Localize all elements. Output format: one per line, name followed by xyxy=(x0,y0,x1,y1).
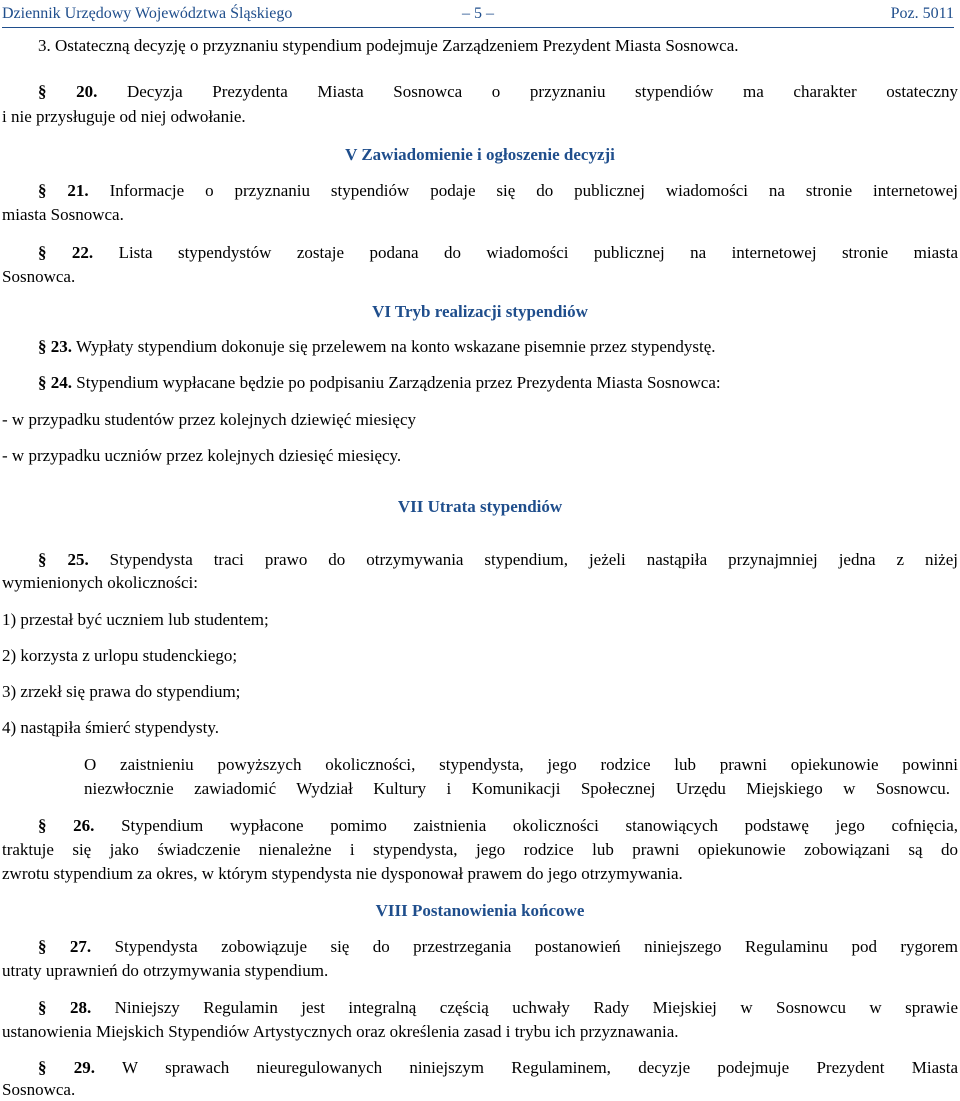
section-number: § 23. xyxy=(38,337,72,356)
paragraph-3: 3. Ostateczną decyzję o przyznaniu stypendium podejmuje Zarządzeniem Prezydent Miasta Sosnowca. xyxy=(38,36,739,55)
paragraph-22-line2: Sosnowca. xyxy=(2,267,76,286)
paragraph-26-line3: zwrotu stypendium za okres, w którym stypendysta nie dysponował prawem do jego otrzymywania. xyxy=(2,864,683,883)
paragraph-text: Lista stypendystów zostaje podana do wiadomości publicznej na internetowej stronie miasta xyxy=(118,243,958,262)
paragraph-21-line2: miasta Sosnowca. xyxy=(2,205,124,224)
section-heading-viii: VIII Postanowienia końcowe xyxy=(375,901,585,920)
list-item-2: 2) korzysta z urlopu studenckiego; xyxy=(2,646,238,665)
paragraph-21-line1 xyxy=(2,181,958,201)
obligation-line1: O zaistnieniu powyższych okoliczności, stypendysta, jego rodzice lub prawni opiekunowie powinni xyxy=(84,755,958,774)
dash-item-pupils: - w przypadku uczniów przez kolejnych dziesięć miesięcy. xyxy=(2,446,402,465)
list-item-4: 4) nastąpiła śmierć stypendysty. xyxy=(2,718,220,737)
paragraph-23 xyxy=(2,337,958,357)
position-number: Poz. 5011 xyxy=(890,4,954,22)
section-number: § 25. xyxy=(38,550,89,569)
paragraph-text: Wypłaty stypendium dokonuje się przelewem na konto wskazane pisemnie przez stypendystę. xyxy=(75,337,716,356)
list-item-3: 3) zrzekł się prawa do stypendium; xyxy=(2,682,241,701)
section-number: § 27. xyxy=(38,937,92,956)
paragraph-29-line1 xyxy=(2,1058,958,1078)
paragraph-27-line2: utraty uprawnień do otrzymywania stypendium. xyxy=(2,961,329,980)
page-number: – 5 – xyxy=(462,4,494,22)
section-number: § 29. xyxy=(38,1058,96,1077)
paragraph-20-line2: i nie przysługuje od niej odwołanie. xyxy=(2,107,246,126)
paragraph-text: Stypendysta traci prawo do otrzymywania stypendium, jeżeli nastąpiła przynajmniej jedna z niżej xyxy=(109,550,959,569)
paragraph-22-line1 xyxy=(2,243,958,263)
page-header xyxy=(2,0,954,28)
paragraph-26-line1 xyxy=(2,816,958,836)
journal-title: Dziennik Urzędowy Województwa Śląskiego xyxy=(2,4,293,22)
dash-item-students: - w przypadku studentów przez kolejnych dziewięć miesięcy xyxy=(2,410,416,429)
paragraph-26-line2: traktuje się jako świadczenie nienależne i stypendysta, jego rodzice lub prawni opiekunowie zobowiązani są do xyxy=(2,840,958,859)
list-item-1: 1) przestał być uczniem lub studentem; xyxy=(2,610,269,629)
section-number: § 20. xyxy=(38,82,98,101)
paragraph-28-line2: ustanowienia Miejskich Stypendiów Artystycznych oraz określenia zasad i trybu ich przyznawania. xyxy=(2,1022,679,1041)
paragraph-text: Decyzja Prezydenta Miasta Sosnowca o przyznaniu stypendiów ma charakter ostateczny xyxy=(126,82,958,101)
paragraph-text: Stypendium wypłacone pomimo zaistnienia okoliczności stanowiących podstawę jego cofnięcia, xyxy=(121,816,959,835)
paragraph-text: Informacje o przyznaniu stypendiów podaje się do publicznej wiadomości na stronie internetowej xyxy=(109,181,959,200)
section-number: § 24. xyxy=(38,373,72,392)
paragraph-20-line1 xyxy=(2,82,958,102)
section-number: § 28. xyxy=(38,998,92,1017)
paragraph-25-line1 xyxy=(2,550,958,570)
paragraph-text: Stypendium wypłacane będzie po podpisaniu Zarządzenia przez Prezydenta Miasta Sosnowca: xyxy=(76,373,721,392)
section-heading-v: V Zawiadomienie i ogłoszenie decyzji xyxy=(345,145,615,164)
section-number: § 26. xyxy=(38,816,95,835)
paragraph-text: Stypendysta zobowiązuje się do przestrzegania postanowień niniejszego Regulaminu pod rygorem xyxy=(114,937,958,956)
paragraph-25-line2: wymienionych okoliczności: xyxy=(2,573,198,592)
paragraph-text: Niniejszy Regulamin jest integralną częścią uchwały Rady Miejskiej w Sosnowcu w sprawie xyxy=(114,998,958,1017)
obligation-line2: niezwłocznie zawiadomić Wydział Kultury i Komunikacji Społecznej Urzędu Miejskiego w Sosnowcu. xyxy=(84,779,950,798)
section-heading-vi: VI Tryb realizacji stypendiów xyxy=(372,302,588,321)
paragraph-27-line1 xyxy=(2,937,958,957)
paragraph-24 xyxy=(2,373,958,393)
paragraph-28-line1 xyxy=(2,998,958,1018)
paragraph-text: W sprawach nieuregulowanych niniejszym Regulaminem, decyzje podejmuje Prezydent Miasta xyxy=(122,1058,959,1077)
paragraph-29-line2: Sosnowca. xyxy=(2,1080,76,1099)
section-heading-vii: VII Utrata stypendiów xyxy=(397,497,563,516)
section-number: § 22. xyxy=(38,243,94,262)
section-number: § 21. xyxy=(38,181,89,200)
